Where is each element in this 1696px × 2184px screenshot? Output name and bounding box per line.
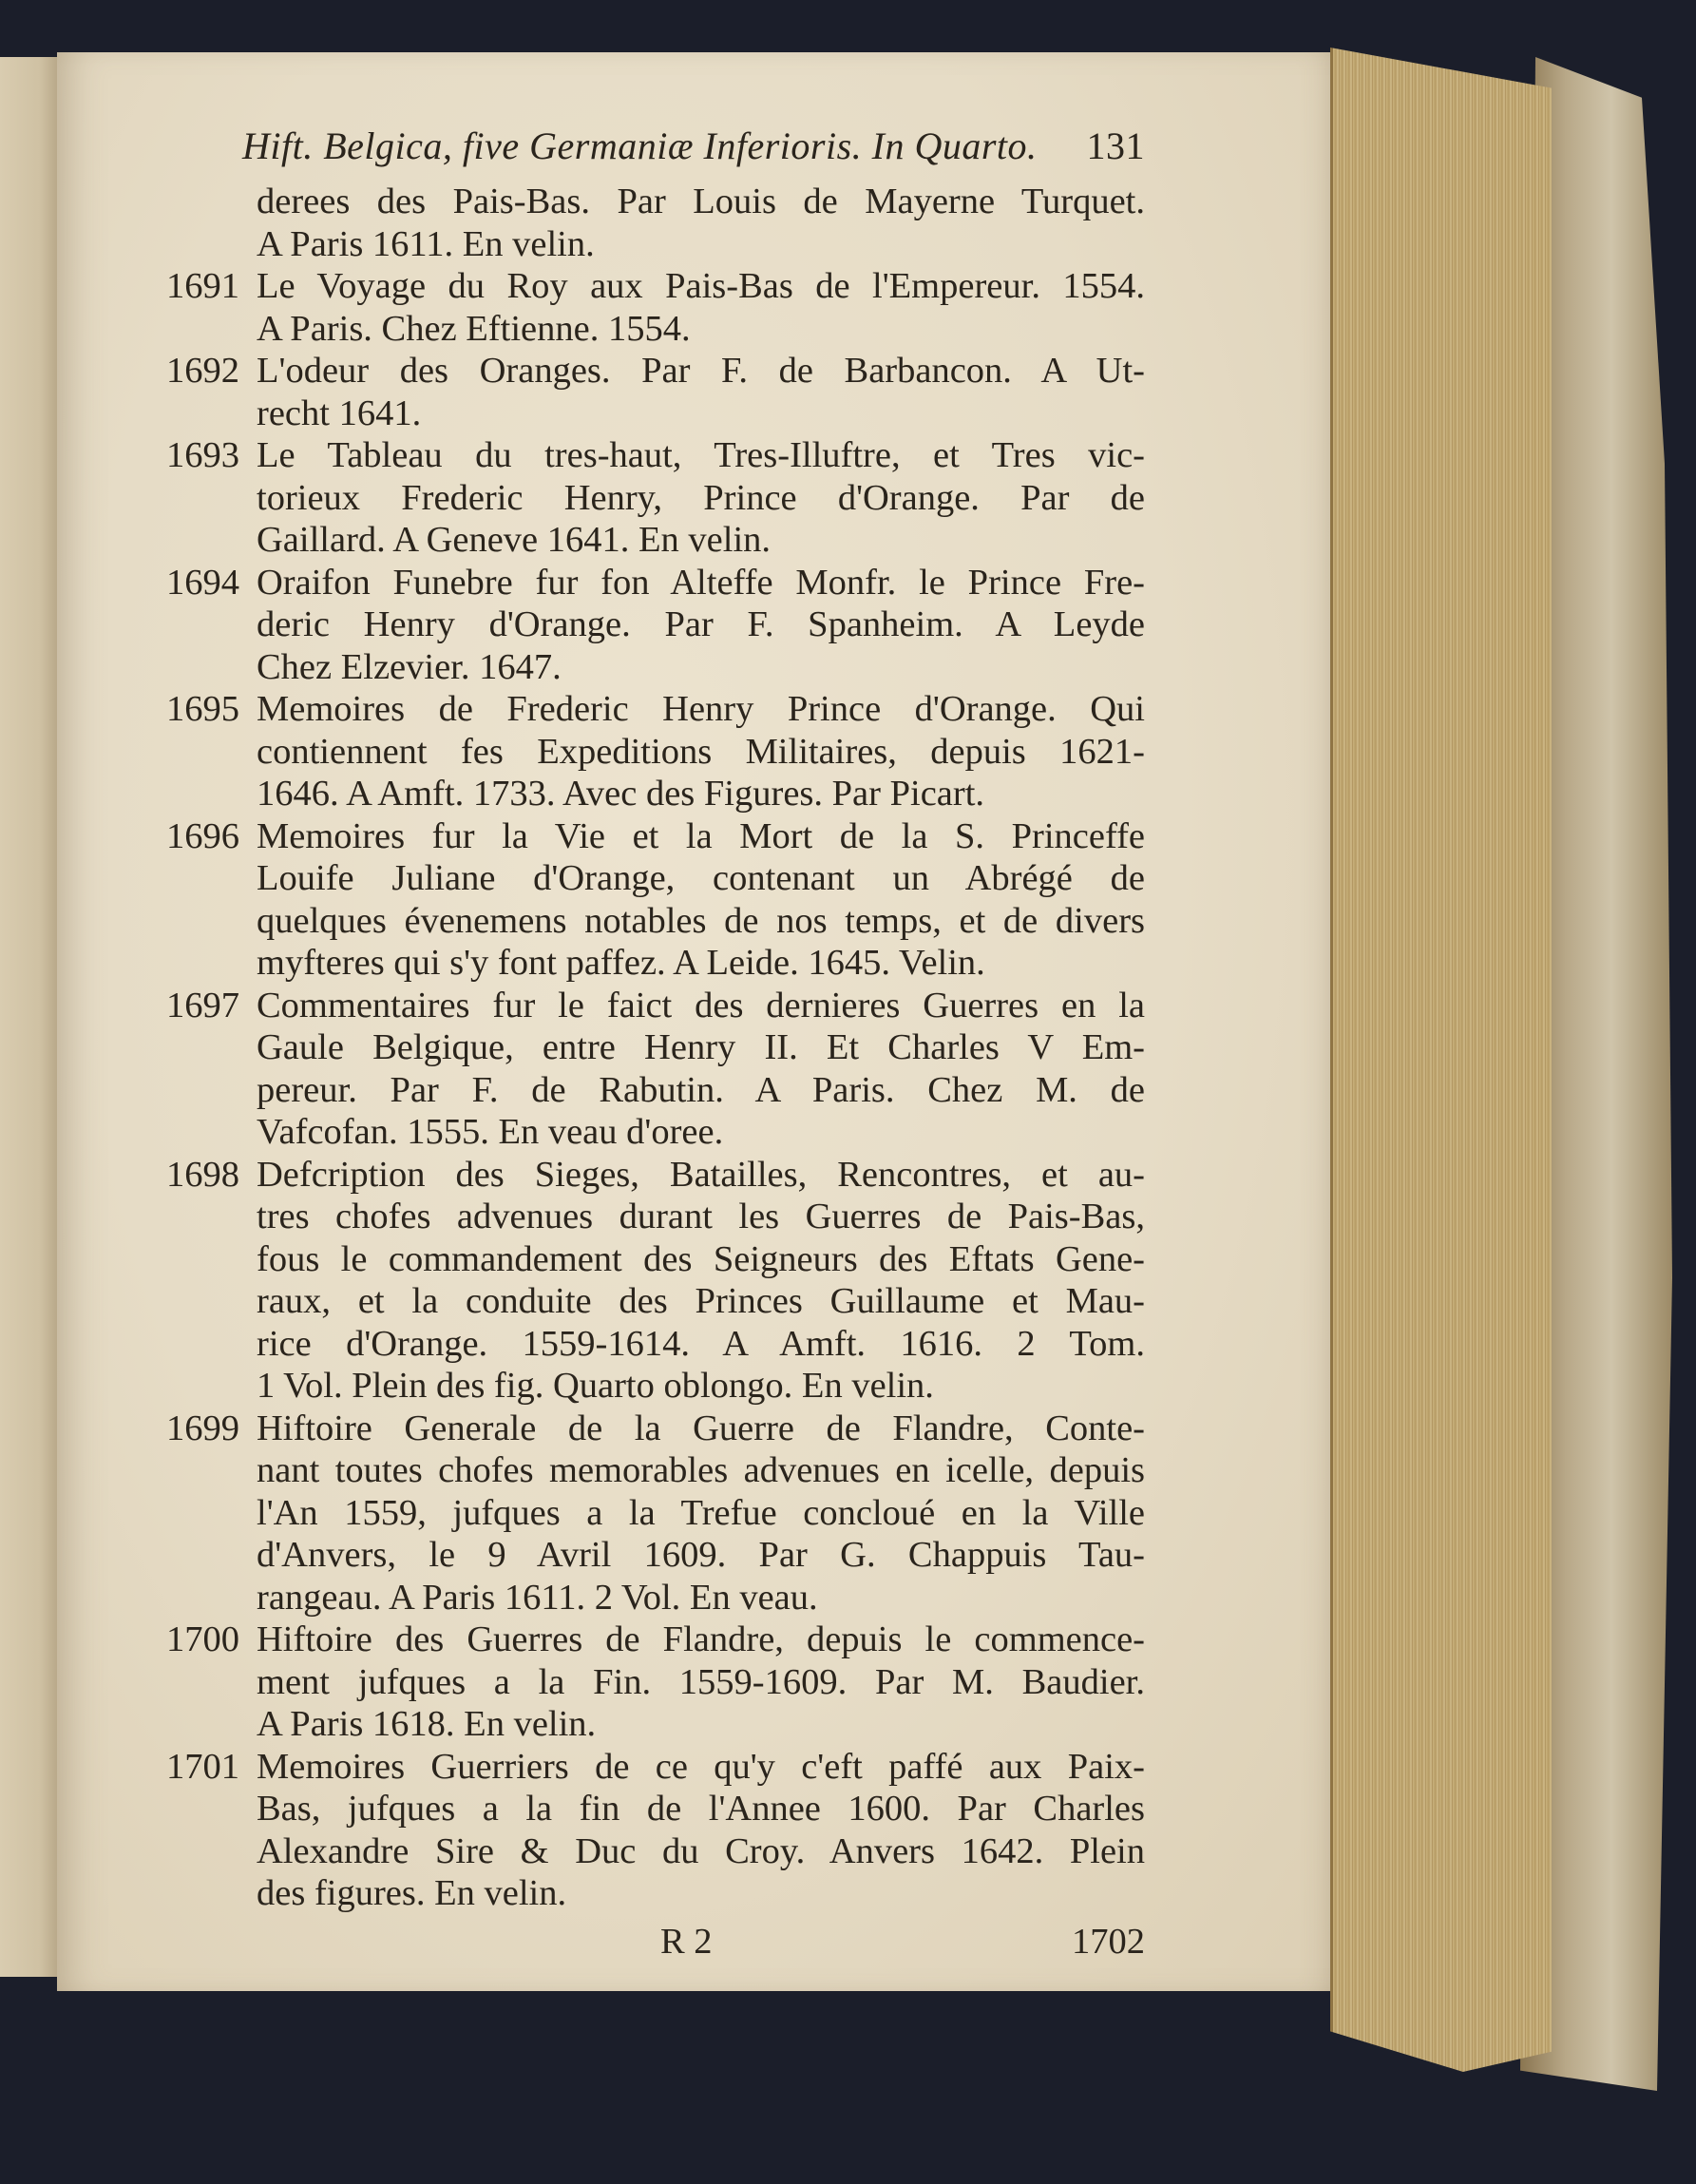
catalogue-entry (166, 985, 1145, 1154)
entry-number: 1696 (166, 815, 239, 856)
entry-number: 1700 (166, 1619, 239, 1659)
entry-line: quelques évenemens notables de nos temps, et de divers (257, 900, 1145, 941)
entry-line: pereur. Par F. de Rabutin. A Paris. Chez M. de (257, 1069, 1145, 1110)
entry-line: 1 Vol. Plein des fig. Quarto oblongo. En velin. (257, 1366, 934, 1406)
entry-line: Memoires fur la Vie et la Mort de la S. Princeffe (257, 815, 1145, 856)
catalogue-entry (166, 1408, 1145, 1619)
entry-line: raux, et la conduite des Princes Guillaume et Mau- (257, 1281, 1145, 1321)
page-block-edges (1330, 48, 1552, 2072)
entry-number: 1697 (166, 985, 239, 1025)
entry-line: rice d'Orange. 1559-1614. A Amft. 1616. 2 Tom. (257, 1323, 1145, 1364)
entry-line: l'An 1559, jufques a la Trefue concloué en la Ville (257, 1492, 1145, 1533)
entry-line: Commentaires fur le faict des dernieres Guerres en la (257, 985, 1145, 1025)
entry-number: 1699 (166, 1408, 239, 1448)
catalogue-entry (166, 1746, 1145, 1915)
entry-line: contiennent fes Expeditions Militaires, depuis 1621- (257, 731, 1145, 772)
entry-line: L'odeur des Oranges. Par F. de Barbancon. A Ut- (257, 351, 1145, 391)
running-head (166, 124, 1145, 181)
entry-line: Bas, jufques a la fin de l'Annee 1600. Par Charles (257, 1789, 1145, 1829)
entry-line: tres chofes advenues durant les Guerres de Pais-Bas, (257, 1197, 1145, 1236)
catalogue-entry (166, 688, 1145, 815)
entry-line: A Paris 1618. En velin. (257, 1704, 597, 1744)
entry-line: fous le commandement des Seigneurs des Eftats Gene- (257, 1238, 1145, 1279)
entry-line: Vafcofan. 1555. En veau d'oree. (257, 1112, 724, 1152)
entry-line: A Paris 1611. En velin. (257, 223, 595, 264)
catalogue-entry (166, 265, 1145, 350)
entry-line: ment jufques a la Fin. 1559-1609. Par M. Baudier. (257, 1661, 1145, 1702)
entry-line: Hiftoire Generale de la Guerre de Flandre, Conte- (257, 1408, 1145, 1448)
page-footer (166, 1921, 1145, 1968)
entry-line: Gaillard. A Geneve 1641. En velin. (257, 520, 772, 560)
entry-line: rangeau. A Paris 1611. 2 Vol. En veau. (257, 1577, 818, 1618)
entry-line: Alexandre Sire & Duc du Croy. Anvers 1642. Plein (257, 1830, 1145, 1871)
entry-number: 1693 (166, 435, 239, 475)
entry-line: d'Anvers, le 9 Avril 1609. Par G. Chappuis Tau- (257, 1535, 1145, 1575)
catalogue-entry (166, 562, 1145, 689)
entry-line: Defcription des Sieges, Batailles, Rencontres, et au- (257, 1154, 1145, 1195)
entry-line: Le Tableau du tres-haut, Tres-Illuftre, et Tres vic- (257, 435, 1145, 475)
entry-line: Chez Elzevier. 1647. (257, 646, 562, 687)
entry-line: deric Henry d'Orange. Par F. Spanheim. A Leyde (257, 604, 1145, 644)
entry-number: 1695 (166, 689, 239, 729)
catalogue-entry (166, 350, 1145, 434)
entry-line: Hiftoire des Guerres de Flandre, depuis le commence- (257, 1619, 1145, 1659)
entry-number: 1698 (166, 1154, 239, 1195)
catalogue-entries (166, 265, 1145, 1915)
entry-number: 1694 (166, 562, 239, 603)
page-number: 131 (1086, 125, 1145, 167)
entry-line: Gaule Belgique, entre Henry II. Et Charles V Em- (257, 1027, 1145, 1067)
entry-number: 1701 (166, 1746, 239, 1787)
signature-mark: R 2 (660, 1921, 713, 1962)
catalogue-entry (166, 434, 1145, 562)
catalogue-entry (166, 1154, 1145, 1408)
entry-line: Memoires Guerriers de ce qu'y c'eft paffé aux Paix- (257, 1746, 1145, 1787)
entry-line: derees des Pais-Bas. Par Louis de Mayerne Turquet. (257, 182, 1145, 221)
entry-line: myfteres qui s'y font paffez. A Leide. 1645. Velin. (257, 943, 985, 983)
entry-line: recht 1641. (257, 393, 422, 433)
entry-line: des figures. En velin. (257, 1873, 567, 1913)
catchword: 1702 (1072, 1921, 1145, 1962)
entry-number: 1691 (166, 266, 239, 306)
entry-number: 1692 (166, 351, 239, 391)
entry-line: Le Voyage du Roy aux Pais-Bas de l'Empereur. 1554. (257, 266, 1145, 306)
entry-line: torieux Frederic Henry, Prince d'Orange. Par de (257, 477, 1145, 518)
entry-line: 1646. A Amft. 1733. Avec des Figures. Par Picart. (257, 774, 985, 814)
entry-line: nant toutes chofes memorables advenues en icelle, depuis (257, 1450, 1145, 1490)
page-text (166, 124, 1145, 1968)
running-title: Hift. Belgica, five Germaniæ Inferioris. In Quarto. (242, 125, 1038, 167)
entry-line: A Paris. Chez Eftienne. 1554. (257, 308, 691, 349)
continued-entry (166, 181, 1145, 265)
catalogue-entry (166, 815, 1145, 985)
catalogue-entry (166, 1619, 1145, 1746)
entry-line: Oraifon Funebre fur fon Alteffe Monfr. le Prince Fre- (257, 562, 1145, 603)
entry-line: Louife Juliane d'Orange, contenant un Abrégé de (257, 858, 1145, 898)
entry-line: Memoires de Frederic Henry Prince d'Orange. Qui (257, 689, 1145, 729)
facing-page-edge (0, 57, 59, 1977)
